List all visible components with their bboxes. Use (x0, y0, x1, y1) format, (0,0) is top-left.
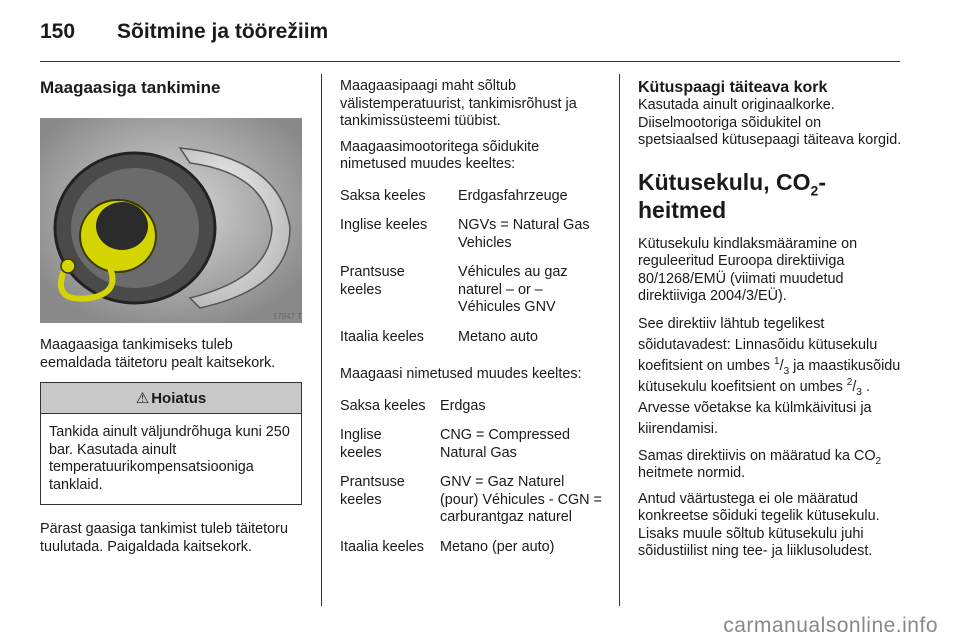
watermark: carmanualsonline.info (723, 614, 938, 637)
paragraph: Pärast gaasiga tankimist tuleb täitetoru tuulutada. Paigaldada kaitsekork. (40, 521, 288, 555)
text-run: Samas direktiivis on määratud ka CO (638, 447, 876, 464)
column-divider-1 (321, 74, 322, 606)
text-run: . Arvesse võetakse ka külmkäivitusi ja kiirendamisi. (638, 378, 872, 437)
table-value: Véhicules au gaz naturel – or – Véhicules GNV (458, 264, 568, 315)
subscript: 2 (875, 455, 882, 467)
table-row (340, 264, 602, 317)
text-run: ja maastikusõidu kütusekulu koefitsient on umbes (638, 357, 901, 395)
section-title: Maagaasiga tankimine (40, 78, 221, 97)
fraction-denominator: 3 (783, 365, 790, 377)
paragraph: Antud väärtustega ei ole määratud konkreetse sõiduki tegelik kütusekulu. Lisaks muule sõltub kütusekulu juhi sõidustiilist ning tee- ja liiklusoludest. (638, 490, 880, 559)
paragraph: Maagaasimootoritega sõidukite nimetused muudes keeltes: (340, 138, 540, 172)
image-label: 17947 T (272, 312, 302, 321)
fraction-denominator: 3 (856, 386, 862, 398)
header-divider (40, 61, 900, 62)
table-row (340, 427, 602, 462)
heading-fuel-cap: Kütuspaagi täiteava kork (638, 79, 828, 96)
heading-text: -heitmed (638, 168, 826, 223)
column-divider-2 (619, 74, 620, 606)
table-value: NGVs = Natural Gas Vehicles (458, 217, 590, 251)
paragraph: Maagaasiga tankimiseks tuleb eemaldada täitetoru pealt kaitsekork. (40, 337, 276, 371)
table-value: GNV = Gaz Naturel (pour) Véhicules - CGN = carburantgaz naturel (440, 474, 602, 525)
paragraph: Kasutada ainult originaalkorke. Diiselmootoriga sõidukitel on spetsiaalsed kütusepaagi täiteava korgid. (638, 97, 902, 148)
warning-title: Hoiatus (151, 390, 207, 407)
page-number: 150 (40, 20, 76, 43)
warning-icon: ⚠ (135, 390, 150, 407)
table-key: Prantsuse keeles (340, 474, 405, 508)
paragraph: Maagaasipaagi maht sõltub välistemperatuurist, tankimisrõhust ja tankimissüsteemi tüübist. (340, 78, 577, 129)
paragraph: Maagaasi nimetused muudes keeltes: (340, 366, 582, 382)
warning-text: Tankida ainult väljundrõhuga kuni 250 bar. Kasutada ainult temperatuurikompensatsiooniga tanklaid. (49, 424, 290, 493)
table-row (340, 398, 602, 416)
warning-box (40, 382, 302, 505)
table-key: Saksa keeles (340, 397, 426, 414)
table-row (340, 539, 602, 557)
table-row (340, 329, 602, 347)
paragraph: See direktiiv lähtub tegelikest sõidutavadest: Linnasõidu kütusekulu koefitsient on umbes $^1/_3$ ja maastikusõidu kütusekulu koefitsient on umbes $^2/_3$ . Arvesse võetakse ka külmkäivitusi ja kiirendamisi. (638, 315, 901, 437)
warning-header (41, 383, 301, 414)
column-3 (638, 78, 904, 569)
filler-cap-drawing (40, 118, 302, 323)
paragraph: Kütusekulu kindlaksmääramine on reguleeritud Euroopa direktiiviga 80/1268/EMÜ (viimati muudetud direktiiviga 2004/3/EÜ). (638, 235, 858, 304)
table-row (340, 217, 602, 252)
table-row (340, 188, 602, 206)
heading-subscript: 2 (810, 182, 819, 199)
table-value: Erdgas (440, 397, 486, 414)
table-key: Inglise keeles (340, 427, 382, 461)
table-value: Metano (per auto) (440, 538, 555, 555)
table-key: Inglise keeles (340, 217, 428, 233)
table-key: Prantsuse keeles (340, 264, 405, 298)
table-value: Metano auto (458, 328, 539, 345)
fraction-numerator: 1 (774, 355, 780, 367)
table-value: CNG = Compressed Natural Gas (440, 427, 570, 461)
table-row (340, 474, 602, 527)
text-run: See direktiiv lähtub tegelikest sõidutavadest: Linnasõidu kütusekulu koefitsient on umbes (638, 315, 878, 374)
table-value: Erdgasfahrzeuge (458, 187, 568, 204)
table-key: Saksa keeles (340, 187, 426, 204)
paragraph (638, 448, 904, 483)
heading-text: Kütusekulu, CO (638, 168, 811, 195)
fraction-numerator: 2 (846, 376, 853, 388)
chapter-title: Sõitmine ja töörežiim (117, 20, 329, 43)
column-1 (40, 78, 302, 564)
table-key: Itaalia keeles (340, 328, 424, 345)
heading-consumption (638, 168, 904, 224)
text-run: heitmete normid. (638, 465, 746, 481)
fuel-filler-illustration (40, 118, 302, 323)
table-key: Itaalia keeles (340, 538, 424, 555)
column-2 (340, 78, 602, 568)
